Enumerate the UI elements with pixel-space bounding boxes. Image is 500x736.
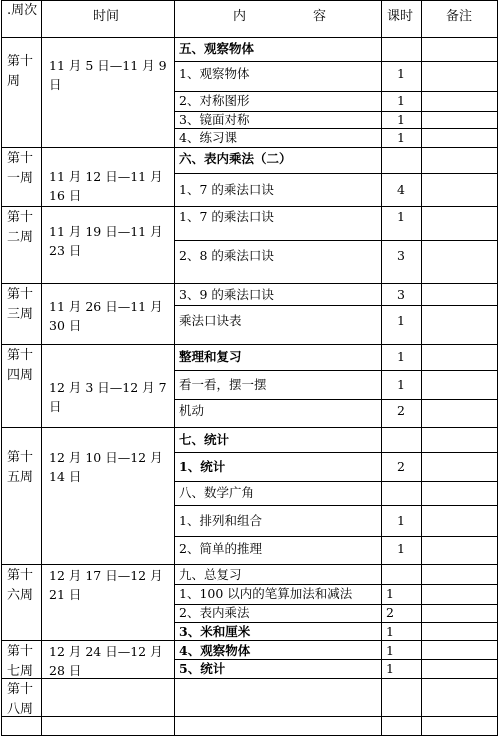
lesson-hours: 1 — [397, 377, 405, 392]
lesson-hours: 3 — [397, 287, 405, 302]
date-range: 12 月 24 日—12 月 28 日 — [49, 644, 163, 678]
lesson-item: 2、简单的推理 — [179, 541, 262, 556]
date-range: 11 月 19 日—11 月 23 日 — [49, 224, 163, 258]
week-label: 第十一周 — [7, 151, 34, 186]
header-week: .周次 — [7, 3, 38, 18]
date-range: 11 月 26 日—11 月 30 日 — [49, 299, 163, 333]
date-range: 12 月 17 日—12 月 21 日 — [49, 568, 163, 602]
grid-line — [174, 584, 498, 585]
grid-line — [174, 505, 498, 506]
lesson-hours: 1 — [397, 66, 405, 81]
lesson-hours: 2 — [397, 403, 405, 418]
header-notes: 备注 — [446, 9, 473, 24]
grid-line — [1, 716, 498, 717]
lesson-item: 2、8 的乘法口诀 — [179, 248, 274, 263]
section-heading: 整理和复习 — [179, 349, 242, 364]
grid-line — [174, 61, 498, 62]
grid-line — [1, 344, 498, 345]
grid-line — [1, 0, 2, 735]
lesson-item: 1、统计 — [179, 459, 226, 474]
schedule-table — [1, 0, 498, 735]
grid-line — [174, 452, 498, 453]
grid-line — [174, 305, 498, 306]
lesson-hours: 2 — [397, 459, 405, 474]
lesson-item: 机动 — [179, 403, 205, 418]
week-label: 第十二周 — [7, 210, 34, 245]
lesson-hours: 1 — [397, 130, 405, 145]
lesson-item: 乘法口诀表 — [179, 313, 242, 328]
lesson-item: 4、练习课 — [179, 130, 237, 145]
header-content: 容 — [313, 9, 327, 24]
lesson-hours: 1 — [386, 643, 394, 658]
grid-line — [174, 659, 498, 660]
lesson-item: 3、米和厘米 — [179, 624, 251, 639]
lesson-hours: 4 — [397, 182, 405, 197]
lesson-hours: 1 — [397, 209, 405, 224]
header-time: 时间 — [93, 9, 120, 24]
grid-line — [174, 370, 498, 371]
section-heading: 八、数学广角 — [179, 485, 255, 500]
lesson-hours: 1 — [386, 661, 394, 676]
grid-line — [174, 399, 498, 400]
grid-line — [174, 240, 498, 241]
lesson-item: 3、9 的乘法口诀 — [179, 287, 274, 302]
lesson-hours: 1 — [397, 513, 405, 528]
header-hours: 课时 — [387, 9, 414, 24]
section-heading: 九、总复习 — [179, 567, 242, 582]
grid-line — [1, 206, 498, 207]
week-label: 第十三周 — [7, 287, 34, 322]
section-heading: 七、统计 — [179, 432, 230, 447]
week-label: 第十周 — [7, 54, 34, 89]
week-label: 第十四周 — [7, 348, 34, 383]
lesson-item: 1、观察物体 — [179, 66, 250, 81]
date-range: 11 月 12 日—11 月 16 日 — [49, 169, 163, 203]
grid-line — [174, 622, 498, 623]
week-label: 第十七周 — [7, 644, 34, 679]
section-heading: 五、观察物体 — [179, 41, 255, 56]
lesson-hours: 1 — [397, 112, 405, 127]
lesson-item: 看一看，摆一摆 — [179, 377, 267, 392]
lesson-hours: 1 — [397, 349, 405, 364]
section-heading: 六、表内乘法（二） — [179, 151, 292, 166]
date-range: 11 月 5 日—11 月 9 日 — [49, 58, 167, 92]
lesson-item: 2、表内乘法 — [179, 605, 250, 620]
lesson-item: 1、排列和组合 — [179, 513, 262, 528]
lesson-hours: 2 — [386, 605, 394, 620]
lesson-item: 1、100 以内的笔算加法和减法 — [179, 586, 353, 601]
week-label: 第十八周 — [7, 682, 34, 717]
grid-line — [1, 37, 498, 38]
lesson-hours: 1 — [397, 313, 405, 328]
date-range: 12 月 10 日—12 月 14 日 — [49, 450, 163, 484]
week-label: 第十六周 — [7, 568, 34, 603]
lesson-hours: 1 — [397, 93, 405, 108]
grid-line — [174, 128, 498, 129]
lesson-item: 2、对称图形 — [179, 93, 250, 108]
grid-line — [1, 283, 498, 284]
grid-line — [1, 427, 498, 428]
grid-line — [1, 147, 498, 148]
grid-line — [1, 0, 498, 1]
grid-line — [174, 536, 498, 537]
grid-line — [1, 564, 498, 565]
week-label: 第十五周 — [7, 450, 34, 485]
lesson-hours: 1 — [397, 541, 405, 556]
lesson-hours: 1 — [386, 624, 394, 639]
lesson-item: 5、统计 — [179, 661, 226, 676]
lesson-item: 1、7 的乘法口诀 — [179, 209, 274, 224]
grid-line — [174, 91, 498, 92]
header-content: 内 — [233, 9, 247, 24]
grid-line — [174, 173, 498, 174]
date-range: 12 月 3 日—12 月 7 日 — [49, 380, 167, 414]
lesson-item: 1、7 的乘法口诀 — [179, 182, 274, 197]
lesson-hours: 1 — [386, 586, 394, 601]
lesson-item: 3、镜面对称 — [179, 112, 250, 127]
lesson-hours: 3 — [397, 248, 405, 263]
grid-line — [41, 0, 42, 735]
lesson-item: 4、观察物体 — [179, 643, 251, 658]
grid-line — [174, 481, 498, 482]
grid-line — [1, 640, 498, 641]
